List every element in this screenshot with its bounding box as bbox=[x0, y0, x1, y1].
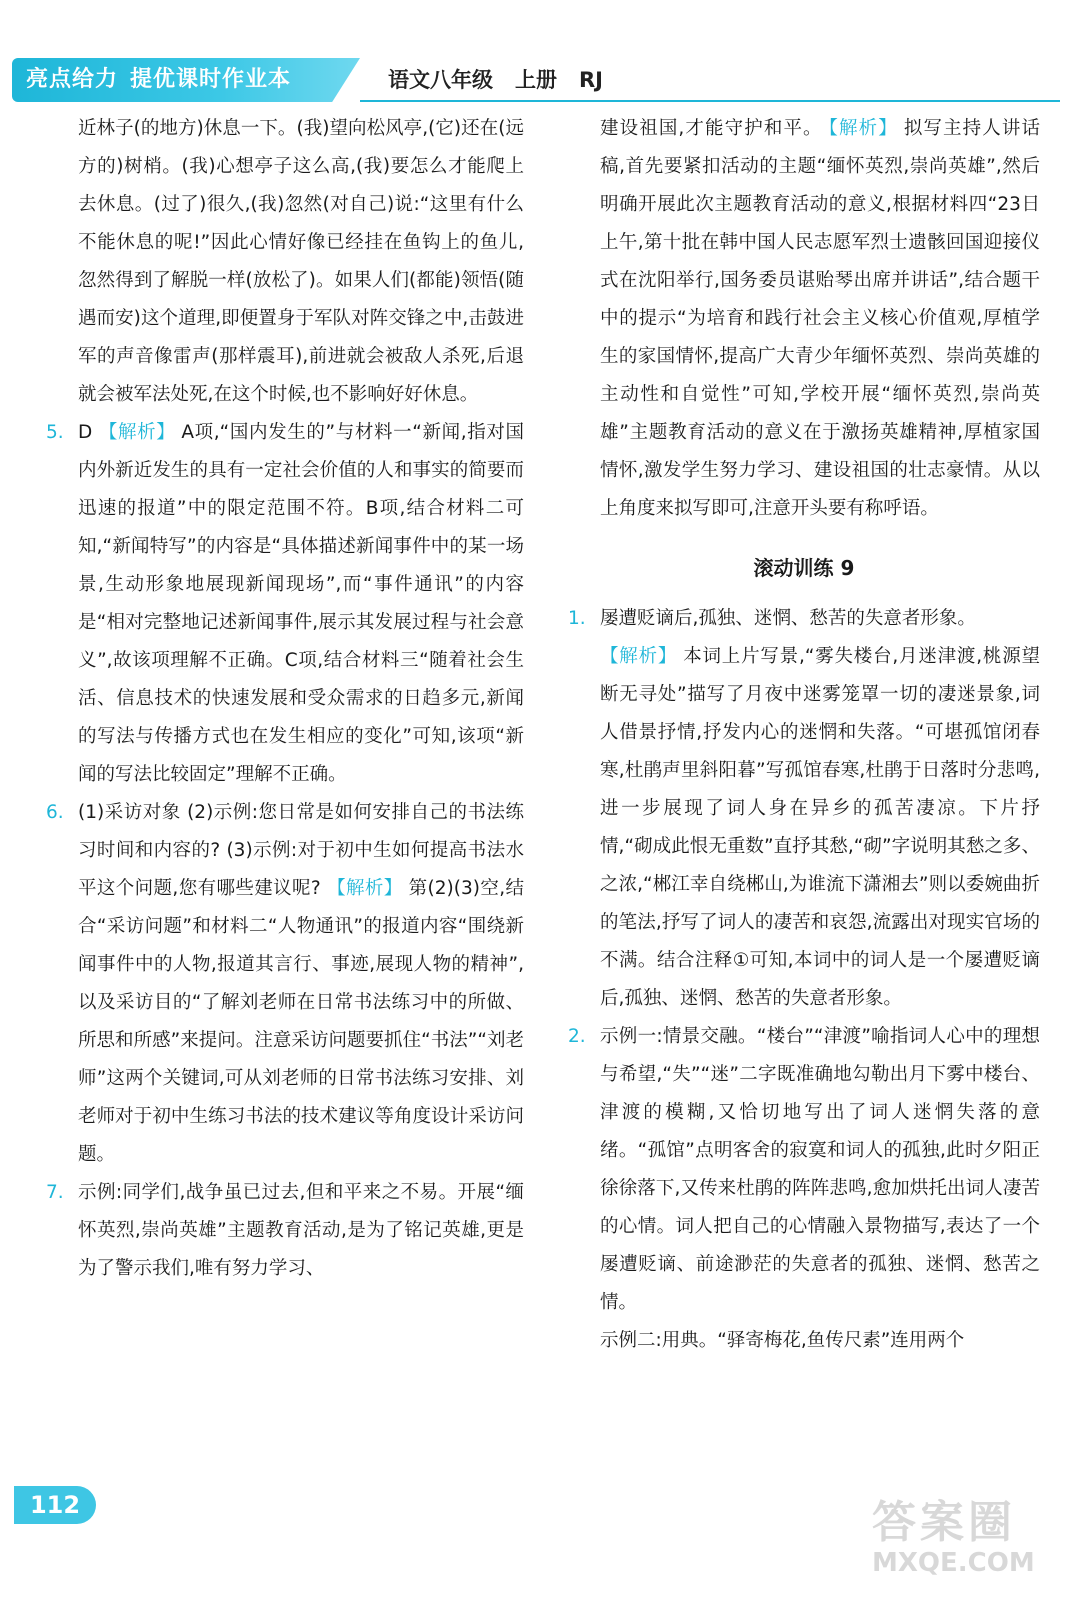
item-number: 6. bbox=[46, 802, 64, 823]
left-column bbox=[46, 110, 524, 1288]
brand-name: 亮点给力 bbox=[26, 67, 119, 92]
header-brand bbox=[26, 64, 291, 96]
example-two: 示例二:用典。“驿寄梅花,鱼传尺素”连用两个 bbox=[600, 1330, 965, 1351]
volume: 上册 bbox=[515, 68, 557, 92]
section-title: 滚动训练 9 bbox=[753, 556, 855, 580]
answer-item-6 bbox=[46, 794, 524, 1174]
example-one: 示例一:情景交融。“楼台”“津渡”喻指词人心中的理想与希望,“失”“迷”二字既准确地勾勒出月下雾中楼台、津渡的模糊,又恰切地写出了词人迷惘失落的意绪。“孤馆”点明客舍的寂寞和词人的孤独,此时夕阳正徐徐落下,又传来杜鹃的阵阵悲鸣,愈加烘托出词人凄苦的心情。词人把自己的心情融入景物描写,表达了一个屡遭贬谪、前途渺茫的失意者的孤独、迷惘、愁苦之情。 bbox=[600, 1026, 1040, 1313]
item-number: 7. bbox=[46, 1182, 64, 1203]
analysis-text: 本词上片写景,“雾失楼台,月迷津渡,桃源望断无寻处”描写了月夜中迷雾笼罩一切的凄迷景象,词人借景抒情,抒发内心的迷惘和失落。“可堪孤馆闭春寒,杜鹃声里斜阳暮”写孤馆春寒,杜鹃于日落时分悲鸣,进一步展现了词人身在异乡的孤苦凄凉。下片抒情,“砌成此恨无重数”直抒其愁,“砌”字说明其愁之多、之浓,“郴江幸自绕郴山,为谁流下潇湘去”则以委婉曲折的笔法,抒写了词人的凄苦和哀怨,流露出对现实官场的不满。结合注释①可知,本词中的词人是一个屡遭贬谪后,孤独、迷惘、愁苦的失意者形象。 bbox=[600, 646, 1040, 1009]
item-number: 5. bbox=[46, 422, 64, 443]
translation-continued: 近林子(的地方)休息一下。(我)望向松风亭,(它)还在(远方的)树梢。(我)心想亭子这么高,(我)要怎么才能爬上去休息。(过了)很久,(我)忽然(对自己)说:“这里有什么不能休息的呢!”因此心情好像已经挂在鱼钩上的鱼儿,忽然得到了解脱一样(放松了)。如果人们(都能)领悟(随遇而安)这个道理,即便置身于军队对阵交锋之中,击鼓进军的声音像雷声(那样震耳),前进就会被敌人杀死,后退就会被军法处死,在这个时候,也不影响好好休息。 bbox=[78, 118, 524, 405]
right-column bbox=[568, 110, 1040, 1360]
edition: RJ bbox=[579, 68, 603, 92]
answer-text: 示例:同学们,战争虽已过去,但和平来之不易。开展“缅怀英烈,崇尚英雄”主题教育活动,是为了铭记英雄,更是为了警示我们,唯有努力学习、 bbox=[78, 1182, 524, 1279]
page-number: 112 bbox=[14, 1486, 96, 1524]
watermark-bottom: MXQE.COM bbox=[872, 1548, 1035, 1578]
analysis-tag: 【解析】 bbox=[326, 878, 403, 899]
analysis-tag: 【解析】 bbox=[98, 422, 176, 443]
answer-choice: D bbox=[78, 422, 93, 443]
answer-item-7 bbox=[46, 1174, 524, 1288]
item-number: 1. bbox=[568, 608, 586, 629]
answer-item-2 bbox=[568, 1018, 1040, 1360]
watermark-logo bbox=[872, 1498, 1062, 1588]
item-number: 2. bbox=[568, 1026, 586, 1047]
header-rule bbox=[360, 100, 1060, 102]
analysis-text: 第(2)(3)空,结合“采访问题”和材料二“人物通讯”的报道内容“围绕新闻事件中的人物,报道其言行、事迹,展现人物的精神”,以及采访目的“了解刘老师在日常书法练习中的所做、所思和所感”来提问。注意采访问题要抓住“书法”“刘老师”这两个关键词,可从刘老师的日常书法练习安排、刘老师对于初中生练习书法的技术建议等角度设计采访问题。 bbox=[78, 878, 524, 1165]
answer-text: 建设祖国,才能守护和平。 bbox=[600, 118, 823, 139]
answer-7-continued bbox=[568, 110, 1040, 528]
analysis-tag: 【解析】 bbox=[600, 646, 678, 667]
subject-grade: 语文八年级 bbox=[388, 68, 493, 92]
series-name: 提优课时作业本 bbox=[130, 67, 292, 92]
analysis-tag: 【解析】 bbox=[828, 118, 898, 139]
answer-item-1 bbox=[568, 600, 1040, 1018]
header-subject bbox=[388, 64, 625, 96]
analysis-text: 拟写主持人讲话稿,首先要紧扣活动的主题“缅怀英烈,崇尚英雄”,然后明确开展此次主题教育活动的意义,根据材料四“23日上午,第十批在韩中国人民志愿军烈士遗骸回国迎接仪式在沈阳举行,国务委员谌贻琴出席并讲话”,结合题干中的提示“为培育和践行社会主义核心价值观,厚植学生的家国情怀,提高广大青少年缅怀英烈、崇尚英雄的主动性和自觉性”可知,学校开展“缅怀英烈,崇尚英雄”主题教育活动的意义在于激扬英雄精神,厚植家国情怀,激发学生努力学习、建设祖国的壮志豪情。从以上角度来拟写即可,注意开头要有称呼语。 bbox=[600, 118, 1040, 519]
answer-text: 屡遭贬谪后,孤独、迷惘、愁苦的失意者形象。 bbox=[600, 608, 976, 629]
answer-text: (1)采访对象 (2)示例:您日常是如何安排自己的书法练习时间和内容的? (3)示例:对于初中生如何提高书法水平这个问题,您有哪些建议呢? bbox=[78, 802, 524, 899]
watermark-top: 答案圈 bbox=[872, 1497, 1016, 1548]
analysis-text: A项,“国内发生的”与材料一“新闻,指对国内外新近发生的具有一定社会价值的人和事实的简要而迅速的报道”中的限定范围不符。B项,结合材料二可知,“新闻特写”的内容是“具体描述新闻事件中的某一场景,生动形象地展现新闻现场”,而“事件通讯”的内容是“相对完整地记述新闻事件,展示其发展过程与社会意义”,故该项理解不正确。C项,结合材料三“随着社会生活、信息技术的快速发展和受众需求的日趋多元,新闻的写法与传播方式也在发生相应的变化”可知,该项“新闻的写法比较固定”理解不正确。 bbox=[78, 422, 524, 785]
answer-item-5 bbox=[46, 414, 524, 794]
